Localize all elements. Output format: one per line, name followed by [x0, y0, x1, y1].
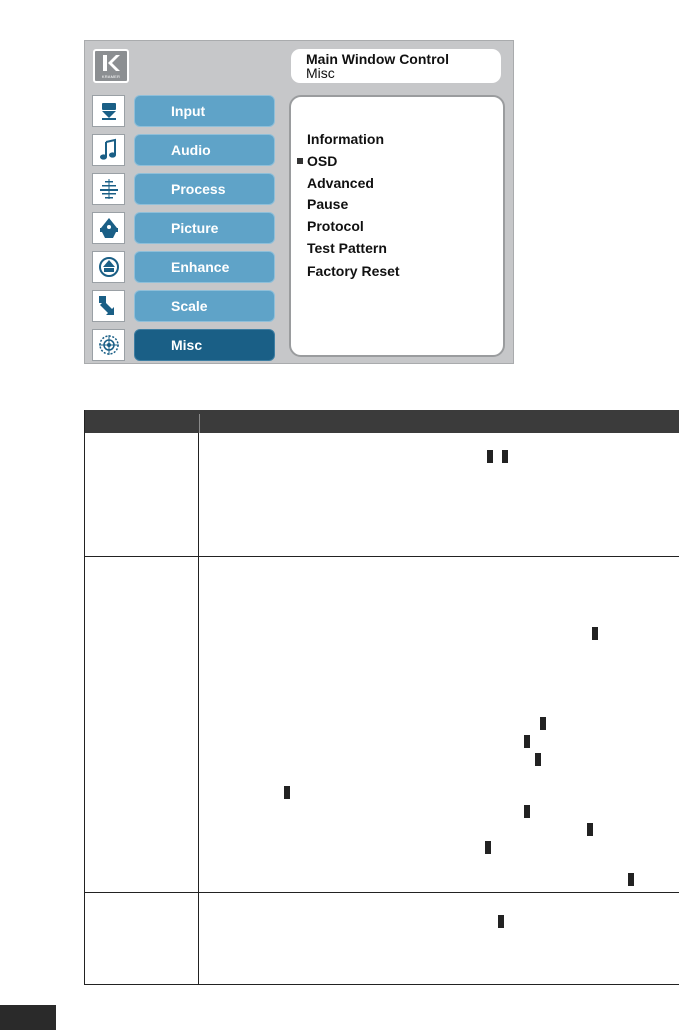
- nav-button-enhance[interactable]: Enhance: [134, 251, 275, 283]
- settings-table: [84, 410, 679, 985]
- window-subtitle: Misc: [306, 65, 335, 81]
- picture-icon[interactable]: [92, 212, 125, 244]
- osd-menu-screenshot: [84, 40, 514, 364]
- window-title: Main Window Control: [306, 51, 449, 67]
- column-divider: [198, 433, 199, 984]
- window-title-box: [291, 49, 501, 83]
- redacted-marker: [284, 786, 290, 799]
- misc-icon[interactable]: [92, 329, 125, 361]
- redacted-marker: [524, 805, 530, 818]
- redacted-marker: [524, 735, 530, 748]
- nav-button-misc[interactable]: Misc: [134, 329, 275, 361]
- option-advanced[interactable]: Advanced: [307, 175, 374, 191]
- redacted-marker: [628, 873, 634, 886]
- header-column-divider: [199, 414, 200, 433]
- option-test-pattern[interactable]: Test Pattern: [307, 240, 387, 256]
- nav-button-input[interactable]: Input: [134, 95, 275, 127]
- nav-button-scale[interactable]: Scale: [134, 290, 275, 322]
- table-header: [85, 410, 679, 433]
- row-divider: [85, 892, 679, 893]
- redacted-marker: [540, 717, 546, 730]
- page-number-tab: [0, 1005, 56, 1030]
- nav-button-process[interactable]: Process: [134, 173, 275, 205]
- scale-icon[interactable]: [92, 290, 125, 322]
- redacted-marker: [592, 627, 598, 640]
- nav-button-picture[interactable]: Picture: [134, 212, 275, 244]
- option-osd[interactable]: OSD: [307, 153, 338, 169]
- option-protocol[interactable]: Protocol: [307, 218, 364, 234]
- redacted-marker: [535, 753, 541, 766]
- input-icon[interactable]: [92, 95, 125, 127]
- kramer-k-icon: [101, 53, 121, 73]
- option-pause[interactable]: Pause: [307, 196, 349, 212]
- option-information[interactable]: Information: [307, 131, 384, 147]
- redacted-marker: [485, 841, 491, 854]
- redacted-marker: [502, 450, 508, 463]
- redacted-marker: [498, 915, 504, 928]
- kramer-logo: [93, 49, 129, 83]
- process-icon[interactable]: [92, 173, 125, 205]
- logo-wordmark: KRAMER: [101, 74, 121, 79]
- redacted-marker: [587, 823, 593, 836]
- redacted-marker: [487, 450, 493, 463]
- enhance-icon[interactable]: [92, 251, 125, 283]
- row-divider: [85, 556, 679, 557]
- music-note-icon[interactable]: [92, 134, 125, 166]
- option-factory-reset[interactable]: Factory Reset: [307, 263, 400, 279]
- nav-button-audio[interactable]: Audio: [134, 134, 275, 166]
- selection-marker-icon: [297, 158, 303, 164]
- misc-options-panel: [289, 95, 505, 357]
